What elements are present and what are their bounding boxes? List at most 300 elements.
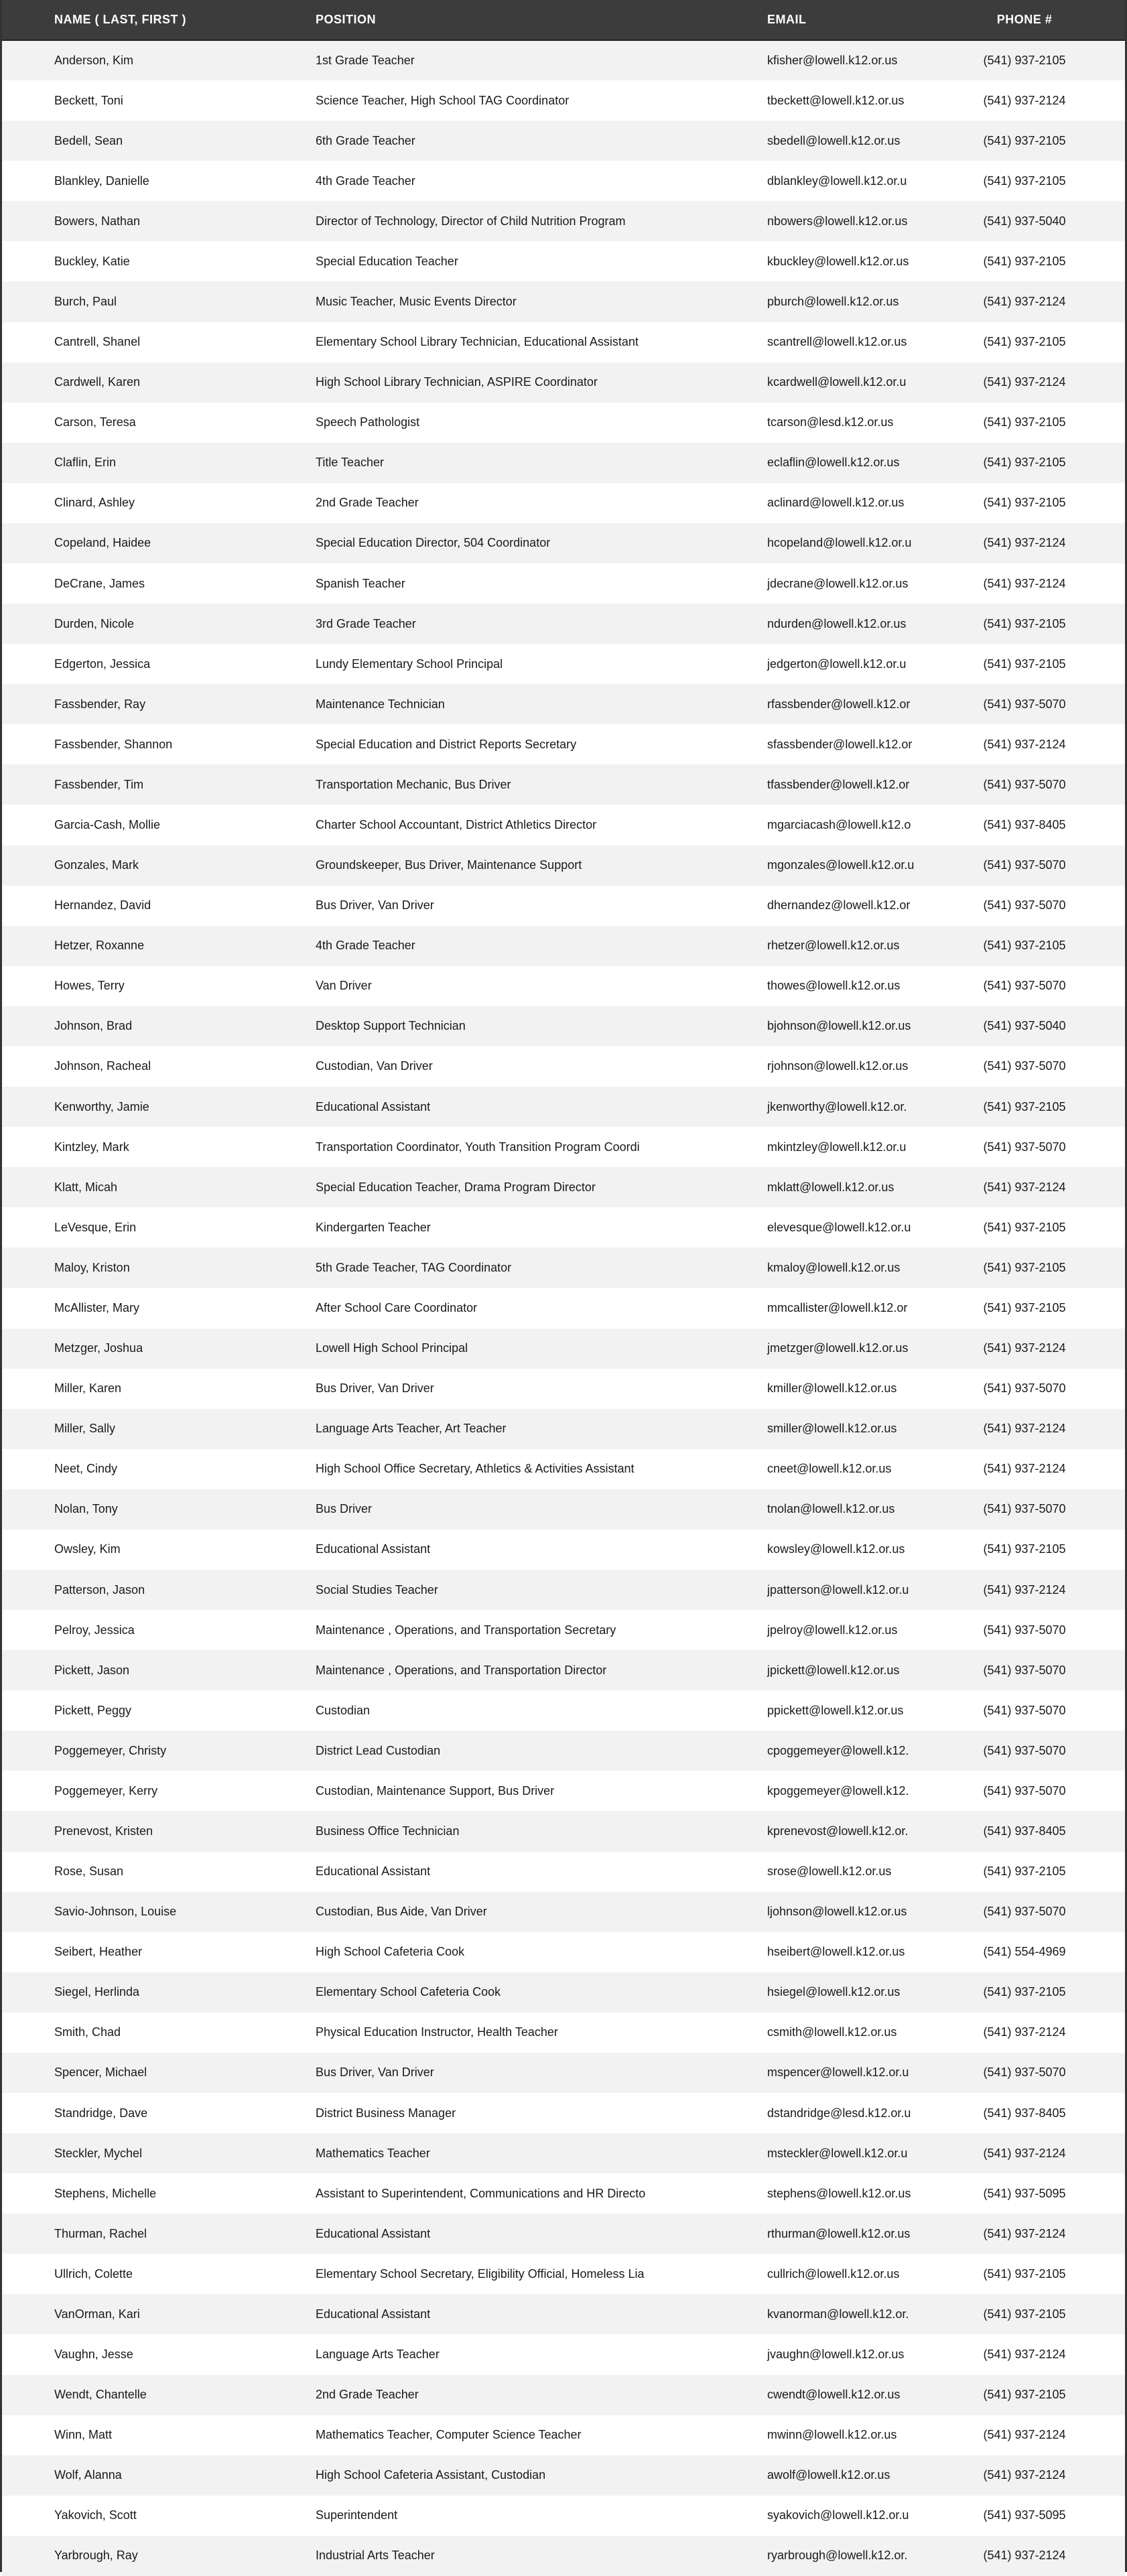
cell-phone[interactable]: (541) 937-2105 — [983, 335, 1066, 349]
cell-email[interactable]: dblankley@lowell.k12.or.u — [767, 174, 907, 188]
cell-phone[interactable]: (541) 937-2105 — [983, 2307, 1066, 2321]
column-header-phone[interactable]: PHONE # — [996, 13, 1053, 26]
table-row — [2, 362, 1125, 403]
cell-email[interactable]: csmith@lowell.k12.or.us — [767, 2025, 897, 2039]
cell-phone[interactable]: (541) 937-2105 — [983, 1985, 1066, 1999]
cell-email[interactable]: ryarbrough@lowell.k12.or. — [767, 2549, 908, 2563]
cell-position: Special Education Teacher — [316, 254, 458, 268]
table-row — [2, 1771, 1125, 1811]
cell-name: Thurman, Rachel — [54, 2226, 147, 2240]
cell-phone[interactable]: (541) 937-2105 — [983, 2266, 1066, 2281]
cell-email[interactable]: mwinn@lowell.k12.or.us — [767, 2428, 897, 2442]
cell-email[interactable]: kcardwell@lowell.k12.or.u — [767, 375, 907, 389]
cell-email[interactable]: kfisher@lowell.k12.or.us — [767, 54, 898, 68]
cell-phone[interactable]: (541) 937-2124 — [983, 1180, 1066, 1194]
cell-position: Social Studies Teacher — [316, 1582, 438, 1597]
cell-email[interactable]: jpelroy@lowell.k12.or.us — [767, 1623, 898, 1637]
cell-name: Prenevost, Kristen — [54, 1824, 153, 1838]
cell-phone[interactable]: (541) 937-5070 — [983, 979, 1066, 993]
cell-phone[interactable]: (541) 937-2105 — [983, 1542, 1066, 1556]
cell-phone[interactable]: (541) 937-5070 — [983, 1905, 1066, 1919]
cell-name: Blankley, Danielle — [54, 174, 149, 188]
table-row — [2, 201, 1125, 241]
cell-phone[interactable]: (541) 937-2105 — [983, 939, 1066, 953]
table-row — [2, 2214, 1125, 2254]
table-row — [2, 1811, 1125, 1851]
cell-phone[interactable]: (541) 937-2124 — [983, 1462, 1066, 1476]
cell-position: Elementary School Library Technician, Educational Assistant — [316, 335, 639, 349]
cell-position: 4th Grade Teacher — [316, 174, 415, 188]
cell-email[interactable]: sbedell@lowell.k12.or.us — [767, 133, 901, 147]
cell-name: Miller, Karen — [54, 1381, 122, 1396]
cell-name: Edgerton, Jessica — [54, 657, 151, 671]
cell-phone[interactable]: (541) 937-5070 — [983, 1502, 1066, 1516]
cell-phone[interactable]: (541) 937-2124 — [983, 93, 1066, 107]
cell-position: Bus Driver, Van Driver — [316, 898, 434, 912]
cell-phone[interactable]: (541) 937-2124 — [983, 2146, 1066, 2160]
cell-email[interactable]: dhernandez@lowell.k12.or — [767, 898, 911, 912]
cell-email[interactable]: rthurman@lowell.k12.or.us — [767, 2226, 911, 2240]
table-row — [2, 2334, 1125, 2374]
cell-phone[interactable]: (541) 937-5070 — [983, 1663, 1066, 1677]
table-row — [2, 1489, 1125, 1530]
cell-phone[interactable]: (541) 937-2124 — [983, 1582, 1066, 1597]
table-row — [2, 403, 1125, 443]
table-row — [2, 926, 1125, 966]
table-row — [2, 161, 1125, 201]
cell-position: Industrial Arts Teacher — [316, 2549, 435, 2563]
cell-phone[interactable]: (541) 937-2105 — [983, 1099, 1066, 1113]
cell-phone[interactable]: (541) 937-5070 — [983, 1381, 1066, 1396]
table-row — [2, 80, 1125, 121]
cell-position: 6th Grade Teacher — [316, 133, 415, 147]
column-header-email[interactable]: EMAIL — [767, 13, 807, 26]
table-row — [2, 1127, 1125, 1167]
cell-name: Fassbender, Shannon — [54, 737, 173, 751]
table-row — [2, 1087, 1125, 1127]
cell-name: Gonzales, Mark — [54, 858, 139, 872]
cell-position: District Lead Custodian — [316, 1743, 441, 1757]
table-row — [2, 2133, 1125, 2173]
cell-name: Pelroy, Jessica — [54, 1623, 135, 1637]
table-body — [2, 40, 1125, 2576]
cell-phone[interactable]: (541) 937-8405 — [983, 818, 1066, 832]
cell-email[interactable]: mspencer@lowell.k12.or.u — [767, 2065, 909, 2080]
cell-position: High School Cafeteria Assistant, Custodian — [316, 2468, 546, 2482]
cell-phone[interactable]: (541) 937-2124 — [983, 737, 1066, 751]
cell-phone[interactable]: (541) 554-4969 — [983, 1945, 1066, 1959]
cell-email[interactable]: smiller@lowell.k12.or.us — [767, 1422, 897, 1436]
cell-phone[interactable]: (541) 937-2105 — [983, 54, 1066, 68]
cell-name: Stephens, Michelle — [54, 2186, 157, 2200]
cell-email[interactable]: ljohnson@lowell.k12.or.us — [767, 1905, 907, 1919]
cell-name: Fassbender, Ray — [54, 697, 146, 711]
cell-name: Poggemeyer, Kerry — [54, 1783, 158, 1798]
cell-name: Johnson, Brad — [54, 1019, 133, 1033]
cell-phone[interactable]: (541) 937-2124 — [983, 1341, 1066, 1355]
cell-name: Cardwell, Karen — [54, 375, 141, 389]
cell-phone[interactable]: (541) 937-5070 — [983, 1783, 1066, 1798]
cell-email[interactable]: jvaughn@lowell.k12.or.us — [767, 2347, 905, 2361]
cell-email[interactable]: hsiegel@lowell.k12.or.us — [767, 1985, 901, 1999]
cell-name: Howes, Terry — [54, 979, 125, 993]
cell-phone[interactable]: (541) 937-2124 — [983, 1422, 1066, 1436]
table-row — [2, 805, 1125, 845]
cell-email[interactable]: bjohnson@lowell.k12.or.us — [767, 1019, 911, 1033]
cell-position: Special Education Teacher, Drama Program Director — [316, 1180, 596, 1194]
cell-phone[interactable]: (541) 937-2124 — [983, 536, 1066, 550]
cell-email[interactable]: mgonzales@lowell.k12.or.u — [767, 858, 915, 872]
table-row — [2, 1288, 1125, 1328]
table-row — [2, 2496, 1125, 2536]
cell-phone[interactable]: (541) 937-2105 — [983, 1300, 1066, 1314]
cell-email[interactable]: stephens@lowell.k12.or.us — [767, 2186, 911, 2200]
cell-name: Bowers, Nathan — [54, 214, 141, 228]
cell-name: Johnson, Racheal — [54, 1059, 151, 1073]
table-row — [2, 644, 1125, 684]
cell-email[interactable]: mkintzley@lowell.k12.or.u — [767, 1140, 907, 1154]
cell-position: Speech Pathologist — [316, 415, 420, 429]
cell-position: Custodian, Van Driver — [316, 1059, 433, 1073]
cell-position: Kindergarten Teacher — [316, 1220, 431, 1234]
table-row — [2, 2254, 1125, 2294]
cell-name: Miller, Sally — [54, 1422, 116, 1436]
cell-position: Custodian — [316, 1703, 371, 1717]
cell-position: Lundy Elementary School Principal — [316, 657, 503, 671]
cell-phone[interactable]: (541) 937-8405 — [983, 1824, 1066, 1838]
cell-email[interactable]: jkenworthy@lowell.k12.or. — [767, 1099, 907, 1113]
table-row — [2, 2173, 1125, 2214]
cell-name: Hetzer, Roxanne — [54, 939, 145, 953]
cell-phone[interactable]: (541) 937-5070 — [983, 898, 1066, 912]
cell-email[interactable]: ndurden@lowell.k12.or.us — [767, 616, 907, 630]
table-row — [2, 40, 1125, 80]
cell-position: Elementary School Secretary, Eligibility Official, Homeless Lia — [316, 2266, 645, 2281]
cell-phone[interactable]: (541) 937-2124 — [983, 375, 1066, 389]
cell-email[interactable]: cneet@lowell.k12.or.us — [767, 1462, 892, 1476]
cell-phone[interactable]: (541) 937-2105 — [983, 1260, 1066, 1274]
table-row — [2, 322, 1125, 362]
table-row — [2, 2294, 1125, 2334]
cell-position: Special Education and District Reports Secretary — [316, 737, 577, 751]
table-header — [2, 0, 1125, 40]
table-row — [2, 1247, 1125, 1288]
cell-email[interactable]: dstandridge@lesd.k12.or.u — [767, 2106, 911, 2120]
table-row — [2, 1932, 1125, 1972]
table-row — [2, 2093, 1125, 2133]
cell-email[interactable]: msteckler@lowell.k12.or.u — [767, 2146, 908, 2160]
cell-name: Clinard, Ashley — [54, 496, 135, 510]
cell-phone[interactable]: (541) 937-8405 — [983, 2106, 1066, 2120]
cell-name: Burch, Paul — [54, 295, 117, 308]
cell-position: Educational Assistant — [316, 2226, 431, 2240]
cell-name: Spencer, Michael — [54, 2065, 147, 2080]
cell-email[interactable]: mmcallister@lowell.k12.or — [767, 1300, 908, 1314]
cell-phone[interactable]: (541) 937-2124 — [983, 2428, 1066, 2442]
cell-position: Spanish Teacher — [316, 576, 405, 590]
cell-position: Charter School Accountant, District Athletics Director — [316, 818, 597, 832]
cell-phone[interactable]: (541) 937-2105 — [983, 254, 1066, 268]
cell-name: Durden, Nicole — [54, 616, 135, 630]
cell-position: Educational Assistant — [316, 1542, 431, 1556]
cell-phone[interactable]: (541) 937-2124 — [983, 576, 1066, 590]
table-row — [2, 2415, 1125, 2455]
table-row — [2, 121, 1125, 161]
cell-email[interactable]: cpoggemeyer@lowell.k12. — [767, 1743, 909, 1757]
header-row — [2, 0, 1125, 40]
cell-email[interactable]: kmiller@lowell.k12.or.us — [767, 1381, 897, 1396]
cell-phone[interactable]: (541) 937-2124 — [983, 2226, 1066, 2240]
cell-name: Anderson, Kim — [54, 54, 134, 68]
cell-position: High School Library Technician, ASPIRE Coordinator — [316, 375, 598, 389]
cell-name: Fassbender, Tim — [54, 777, 144, 791]
cell-phone[interactable]: (541) 937-2105 — [983, 496, 1066, 510]
cell-position: 5th Grade Teacher, TAG Coordinator — [316, 1260, 512, 1274]
cell-position: After School Care Coordinator — [316, 1300, 478, 1314]
table-row — [2, 1006, 1125, 1046]
cell-name: Copeland, Haidee — [54, 536, 151, 550]
cell-phone[interactable]: (541) 937-5070 — [983, 697, 1066, 711]
cell-position: Transportation Mechanic, Bus Driver — [316, 777, 511, 791]
table-row — [2, 1892, 1125, 1932]
cell-phone[interactable]: (541) 937-5070 — [983, 1703, 1066, 1717]
cell-phone[interactable]: (541) 937-2124 — [983, 2549, 1066, 2563]
table-row — [2, 1852, 1125, 1892]
table-row — [2, 483, 1125, 523]
table-row — [2, 1570, 1125, 1610]
table-row — [2, 2375, 1125, 2415]
cell-email[interactable]: mklatt@lowell.k12.or.us — [767, 1180, 894, 1194]
cell-email[interactable]: rhetzer@lowell.k12.or.us — [767, 939, 900, 953]
cell-name: Poggemeyer, Christy — [54, 1743, 167, 1757]
cell-name: DeCrane, James — [54, 576, 145, 590]
cell-name: Standridge, Dave — [54, 2106, 148, 2120]
cell-phone[interactable]: (541) 937-2105 — [983, 657, 1066, 671]
cell-name: Patterson, Jason — [54, 1582, 145, 1597]
cell-email[interactable]: jedgerton@lowell.k12.or.u — [767, 657, 907, 671]
cell-email[interactable]: tfassbender@lowell.k12.or — [767, 777, 910, 791]
cell-email[interactable]: ppickett@lowell.k12.or.us — [767, 1703, 904, 1717]
cell-email[interactable]: eclaflin@lowell.k12.or.us — [767, 456, 900, 470]
table-row — [2, 1690, 1125, 1731]
cell-email[interactable]: elevesque@lowell.k12.or.u — [767, 1220, 911, 1234]
cell-email[interactable]: hcopeland@lowell.k12.or.u — [767, 536, 912, 550]
cell-email[interactable]: jmetzger@lowell.k12.or.us — [767, 1341, 909, 1355]
cell-position: Bus Driver, Van Driver — [316, 1381, 434, 1396]
table-row — [2, 845, 1125, 886]
cell-position: Desktop Support Technician — [316, 1019, 466, 1033]
cell-phone[interactable]: (541) 937-2124 — [983, 295, 1066, 308]
table-row — [2, 1972, 1125, 2013]
cell-phone[interactable]: (541) 937-2105 — [983, 1220, 1066, 1234]
cell-email[interactable]: awolf@lowell.k12.or.us — [767, 2468, 890, 2482]
cell-email[interactable]: kowsley@lowell.k12.or.us — [767, 1542, 905, 1556]
cell-phone[interactable]: (541) 937-2124 — [983, 2347, 1066, 2361]
cell-name: Pickett, Jason — [54, 1663, 130, 1677]
cell-phone[interactable]: (541) 937-5070 — [983, 1623, 1066, 1637]
cell-name: Wolf, Alanna — [54, 2468, 122, 2482]
cell-position: Language Arts Teacher, Art Teacher — [316, 1422, 507, 1436]
cell-name: Winn, Matt — [54, 2428, 113, 2442]
cell-email[interactable]: rjohnson@lowell.k12.or.us — [767, 1059, 909, 1073]
cell-name: Buckley, Katie — [54, 254, 130, 268]
table-row — [2, 1449, 1125, 1489]
cell-email[interactable]: syakovich@lowell.k12.or.u — [767, 2508, 909, 2522]
cell-name: Garcia-Cash, Mollie — [54, 818, 161, 832]
cell-position: Custodian, Bus Aide, Van Driver — [316, 1905, 487, 1919]
cell-email[interactable]: kprenevost@lowell.k12.or. — [767, 1824, 909, 1838]
table-row — [2, 2053, 1125, 2093]
cell-email[interactable]: rfassbender@lowell.k12.or — [767, 697, 911, 711]
cell-email[interactable]: sfassbender@lowell.k12.or — [767, 737, 913, 751]
cell-position: District Business Manager — [316, 2106, 456, 2120]
cell-position: Language Arts Teacher — [316, 2347, 440, 2361]
cell-position: Custodian, Maintenance Support, Bus Driver — [316, 1783, 555, 1798]
cell-name: Yarbrough, Ray — [54, 2549, 138, 2563]
cell-position: Lowell High School Principal — [316, 1341, 468, 1355]
cell-position: Mathematics Teacher — [316, 2146, 430, 2160]
cell-phone[interactable]: (541) 937-5070 — [983, 2065, 1066, 2080]
cell-name: VanOrman, Kari — [54, 2307, 140, 2321]
cell-phone[interactable]: (541) 937-5070 — [983, 858, 1066, 872]
cell-position: Special Education Director, 504 Coordinator — [316, 536, 551, 550]
table-row — [2, 1207, 1125, 1247]
cell-email[interactable]: jpatterson@lowell.k12.or.u — [767, 1582, 909, 1597]
cell-position: Science Teacher, High School TAG Coordinator — [316, 93, 570, 107]
cell-email[interactable]: kpoggemeyer@lowell.k12. — [767, 1783, 909, 1798]
cell-position: Maintenance Technician — [316, 697, 445, 711]
cell-phone[interactable]: (541) 937-2105 — [983, 174, 1066, 188]
table-row — [2, 1530, 1125, 1570]
cell-phone[interactable]: (541) 937-5070 — [983, 1140, 1066, 1154]
table-row — [2, 1167, 1125, 1207]
cell-phone[interactable]: (541) 937-5040 — [983, 1019, 1066, 1033]
cell-position: 3rd Grade Teacher — [316, 616, 416, 630]
cell-email[interactable]: pburch@lowell.k12.or.us — [767, 295, 899, 308]
cell-email[interactable]: cwendt@lowell.k12.or.us — [767, 2388, 901, 2402]
table-row — [2, 1731, 1125, 1771]
table-row — [2, 1329, 1125, 1369]
cell-phone[interactable]: (541) 937-2105 — [983, 456, 1066, 470]
cell-position: 1st Grade Teacher — [316, 54, 415, 68]
cell-email[interactable]: scantrell@lowell.k12.or.us — [767, 335, 907, 349]
cell-email[interactable]: hseibert@lowell.k12.or.us — [767, 1945, 905, 1959]
table-row — [2, 604, 1125, 644]
cell-email[interactable]: jpickett@lowell.k12.or.us — [767, 1663, 900, 1677]
table-row — [2, 966, 1125, 1006]
cell-position: Transportation Coordinator, Youth Transition Program Coordi — [316, 1140, 640, 1154]
table-row — [2, 2013, 1125, 2053]
cell-position: Bus Driver — [316, 1502, 373, 1516]
cell-name: Steckler, Mychel — [54, 2146, 143, 2160]
cell-position: Educational Assistant — [316, 2307, 431, 2321]
cell-position: High School Cafeteria Cook — [316, 1945, 465, 1959]
cell-name: Rose, Susan — [54, 1865, 124, 1879]
cell-phone[interactable]: (541) 937-2105 — [983, 133, 1066, 147]
cell-phone[interactable]: (541) 937-2105 — [983, 415, 1066, 429]
table-row — [2, 684, 1125, 724]
table-row — [2, 1046, 1125, 1087]
cell-email[interactable]: srose@lowell.k12.or.us — [767, 1865, 892, 1879]
cell-phone[interactable]: (541) 937-2105 — [983, 1865, 1066, 1879]
cell-position: Maintenance , Operations, and Transportation Secretary — [316, 1623, 616, 1637]
cell-position: Bus Driver, Van Driver — [316, 2065, 434, 2080]
cell-position: Director of Technology, Director of Child Nutrition Program — [316, 214, 626, 228]
cell-email[interactable]: kbuckley@lowell.k12.or.us — [767, 254, 909, 268]
table-row — [2, 523, 1125, 563]
cell-name: Kintzley, Mark — [54, 1140, 129, 1154]
cell-name: Maloy, Kriston — [54, 1260, 130, 1274]
cell-name: Metzger, Joshua — [54, 1341, 143, 1355]
cell-phone[interactable]: (541) 937-5070 — [983, 777, 1066, 791]
cell-position: High School Office Secretary, Athletics & Activities Assistant — [316, 1462, 635, 1476]
cell-position: Educational Assistant — [316, 1865, 431, 1879]
cell-position: Mathematics Teacher, Computer Science Teacher — [316, 2428, 582, 2442]
cell-phone[interactable]: (541) 937-5040 — [983, 214, 1066, 228]
table-row — [2, 886, 1125, 926]
cell-email[interactable]: aclinard@lowell.k12.or.us — [767, 496, 905, 510]
cell-phone[interactable]: (541) 937-5095 — [983, 2186, 1066, 2200]
cell-phone[interactable]: (541) 937-2105 — [983, 616, 1066, 630]
cell-email[interactable]: tnolan@lowell.k12.or.us — [767, 1502, 895, 1516]
cell-position: Superintendent — [316, 2508, 398, 2522]
cell-position: Music Teacher, Music Events Director — [316, 295, 517, 308]
cell-phone[interactable]: (541) 937-2124 — [983, 2025, 1066, 2039]
cell-email[interactable]: kvanorman@lowell.k12.or. — [767, 2307, 909, 2321]
cell-email[interactable]: cullrich@lowell.k12.or.us — [767, 2266, 900, 2281]
cell-email[interactable]: thowes@lowell.k12.or.us — [767, 979, 901, 993]
cell-phone[interactable]: (541) 937-5070 — [983, 1059, 1066, 1073]
cell-phone[interactable]: (541) 937-2105 — [983, 2388, 1066, 2402]
cell-email[interactable]: tcarson@lesd.k12.or.us — [767, 415, 894, 429]
cell-position: Groundskeeper, Bus Driver, Maintenance Support — [316, 858, 582, 872]
cell-email[interactable]: tbeckett@lowell.k12.or.us — [767, 93, 905, 107]
table-row — [2, 2536, 1125, 2576]
table-row — [2, 1409, 1125, 1449]
cell-name: Savio-Johnson, Louise — [54, 1905, 177, 1919]
table-row — [2, 281, 1125, 322]
cell-name: Vaughn, Jesse — [54, 2347, 133, 2361]
cell-name: LeVesque, Erin — [54, 1220, 137, 1234]
cell-position: Assistant to Superintendent, Communications and HR Directo — [316, 2186, 646, 2200]
table-row — [2, 724, 1125, 764]
cell-phone[interactable]: (541) 937-5070 — [983, 1743, 1066, 1757]
column-header-position[interactable]: POSITION — [316, 13, 377, 26]
cell-position: Van Driver — [316, 979, 372, 993]
cell-email[interactable]: jdecrane@lowell.k12.or.us — [767, 576, 909, 590]
cell-position: Maintenance , Operations, and Transportation Director — [316, 1663, 607, 1677]
cell-name: Claflin, Erin — [54, 456, 117, 470]
cell-name: Yakovich, Scott — [54, 2508, 137, 2522]
cell-email[interactable]: mgarciacash@lowell.k12.o — [767, 818, 911, 832]
cell-email[interactable]: kmaloy@lowell.k12.or.us — [767, 1260, 901, 1274]
cell-name: Smith, Chad — [54, 2025, 121, 2039]
cell-name: Ullrich, Colette — [54, 2266, 133, 2281]
cell-position: 2nd Grade Teacher — [316, 496, 419, 510]
table-row — [2, 563, 1125, 604]
cell-position: Elementary School Cafeteria Cook — [316, 1985, 501, 1999]
cell-name: Carson, Teresa — [54, 415, 136, 429]
cell-phone[interactable]: (541) 937-2124 — [983, 2468, 1066, 2482]
cell-position: Physical Education Instructor, Health Teacher — [316, 2025, 558, 2039]
cell-name: Seibert, Heather — [54, 1945, 143, 1959]
cell-name: Cantrell, Shanel — [54, 335, 141, 349]
cell-phone[interactable]: (541) 937-5095 — [983, 2508, 1066, 2522]
cell-email[interactable]: nbowers@lowell.k12.or.us — [767, 214, 908, 228]
column-header-name[interactable]: NAME ( LAST, FIRST ) — [54, 13, 186, 26]
cell-name: McAllister, Mary — [54, 1300, 140, 1314]
cell-name: Pickett, Peggy — [54, 1703, 132, 1717]
